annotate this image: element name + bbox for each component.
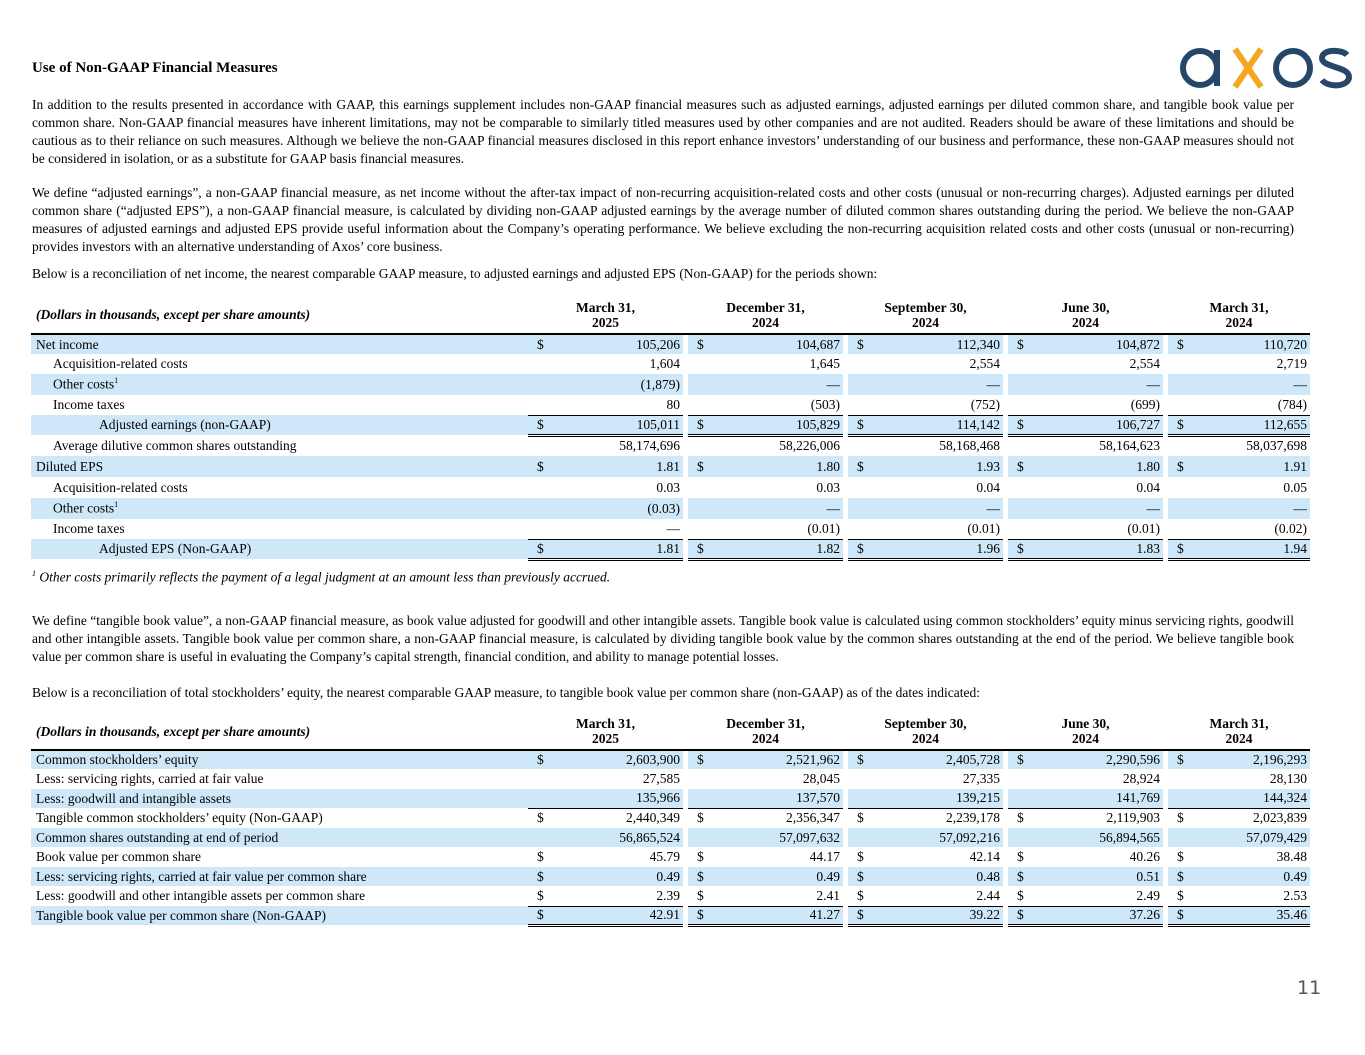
- currency-symbol: [1168, 435, 1196, 456]
- currency-symbol: $: [1008, 334, 1036, 354]
- column-header-date: March 31,: [1209, 300, 1269, 315]
- footnote-text: Other costs primarily reflects the payment of a legal judgment at an amount less than previously accrued.: [39, 569, 611, 585]
- column-header: [688, 714, 843, 750]
- row-label: Acquisition-related costs: [53, 479, 188, 495]
- currency-symbol: [688, 789, 716, 808]
- cell-value: 137,570: [716, 789, 843, 808]
- cell-value: 1,645: [809, 356, 840, 371]
- table-row: [31, 477, 1310, 498]
- currency-symbol: $: [1168, 906, 1196, 925]
- cell-value: 2.53: [1196, 886, 1310, 906]
- currency-symbol: [528, 519, 556, 539]
- row-label: Book value per common share: [36, 849, 201, 864]
- cell-value: —: [716, 498, 843, 519]
- cell-value: (0.01): [876, 519, 1003, 539]
- cell-value: 0.05: [1283, 479, 1308, 495]
- paragraph-tangible-book-value-definition: We define “tangible book value”, a non-GAAP financial measure, as book value adjusted for goodwill and other intangible assets. Tangible book value is calculated using common stockholders’ equity minus servicing rights, goodwill and other intangible assets. Tangible book value per common share, a non-GAAP financial measure, is calculated by dividing tangible book value by the common shares outstanding at the end of the period. We believe tangible book value per common share is useful in evaluating the Company’s capital strength, financial condition, and ability to manage potential losses.: [32, 613, 1294, 664]
- currency-symbol: $: [848, 539, 876, 559]
- cell-value: —: [876, 498, 1003, 519]
- cell-value: 58,174,696: [619, 438, 680, 454]
- currency-symbol: $: [1008, 867, 1036, 886]
- column-header-year: 2024: [912, 731, 939, 746]
- currency-symbol: [688, 374, 716, 395]
- row-label: Diluted EPS: [31, 456, 528, 477]
- column-header-date: June 30,: [1061, 300, 1110, 315]
- column-header-year: 2024: [1225, 315, 1253, 330]
- cell-value: 0.51: [1036, 867, 1163, 886]
- cell-value: 2,196,293: [1196, 750, 1310, 769]
- currency-symbol: [1008, 789, 1036, 808]
- cell-value: 112,340: [876, 334, 1003, 354]
- cell-value: 2,603,900: [556, 750, 683, 769]
- cell-value: 135,966: [556, 789, 683, 808]
- cell-value: 2.44: [876, 886, 1003, 906]
- table-row: [31, 906, 1310, 925]
- table-row: [31, 334, 1310, 354]
- currency-symbol: $: [1168, 539, 1196, 559]
- column-header: [1008, 714, 1163, 750]
- currency-symbol: [848, 769, 876, 789]
- currency-symbol: [688, 519, 716, 539]
- column-header-year: 2024: [1225, 731, 1253, 746]
- row-label: Acquisition-related costs: [53, 356, 188, 371]
- cell-value: 2,521,962: [716, 750, 843, 769]
- currency-symbol: $: [528, 906, 556, 925]
- currency-symbol: $: [688, 867, 716, 886]
- currency-symbol: [1168, 498, 1196, 519]
- currency-symbol: $: [528, 886, 556, 906]
- paragraph-reconciliation-intro: Below is a reconciliation of net income, the nearest comparable GAAP measure, to adjusted earnings and adjusted EPS (Non-GAAP) for the periods shown:: [32, 266, 878, 281]
- paragraph-non-gaap-intro: In addition to the results presented in accordance with GAAP, this earnings supplement includes non-GAAP financial measures such as adjusted earnings, adjusted earnings per diluted common share, and tangible book value per common share. Non-GAAP financial measures have inherent limitations, may not be comparable to similarly titled measures used by other companies and are not audited. Readers should be aware of these limitations and should be cautious as to their reliance on such measures. Although we believe the non-GAAP financial measures disclosed in this report enhance investors’ understanding of our business and performance, these non-GAAP measures should not be considered in isolation, or as a substitute for GAAP basis financial measures.: [32, 97, 1294, 166]
- cell-value: —: [876, 374, 1003, 395]
- table-row: [31, 769, 1310, 789]
- cell-value: 1.91: [1196, 456, 1310, 477]
- column-header: [848, 296, 1003, 334]
- page-number: 11: [1297, 977, 1322, 999]
- currency-symbol: $: [528, 415, 556, 435]
- table-row: [31, 847, 1310, 867]
- logo-letter-o: [1276, 51, 1310, 85]
- currency-symbol: [1008, 828, 1036, 847]
- currency-symbol: [528, 769, 556, 789]
- currency-symbol: $: [1008, 456, 1036, 477]
- row-label: Less: goodwill and intangible assets: [31, 789, 528, 808]
- cell-value: 2.49: [1036, 886, 1163, 906]
- cell-value: 35.46: [1196, 906, 1310, 925]
- cell-value: 105,011: [556, 415, 683, 435]
- cell-value: 1.94: [1196, 539, 1310, 559]
- row-label: Other costs$^1$: [31, 374, 528, 395]
- currency-symbol: [1168, 769, 1196, 789]
- adjusted-earnings-table: [31, 296, 1310, 561]
- currency-symbol: $: [848, 886, 876, 906]
- cell-value: 28,924: [1122, 771, 1161, 786]
- currency-symbol: $: [1168, 886, 1196, 906]
- currency-symbol: [688, 498, 716, 519]
- cell-value: 112,655: [1196, 415, 1310, 435]
- row-label: Common stockholders’ equity: [31, 750, 528, 769]
- currency-symbol: $: [1168, 415, 1196, 435]
- cell-value: 28,045: [802, 771, 840, 786]
- cell-value: —: [1196, 374, 1310, 395]
- footnote-marker: 1: [32, 569, 36, 578]
- currency-symbol: $: [1017, 849, 1024, 864]
- currency-symbol: [528, 477, 556, 498]
- cell-value: (752): [876, 395, 1003, 415]
- currency-symbol: $: [1008, 415, 1036, 435]
- cell-value: 0.04: [1136, 479, 1161, 495]
- currency-symbol: [528, 354, 556, 374]
- table-row: [31, 828, 1310, 847]
- row-label: Less: goodwill and other intangible assets per common share: [36, 888, 366, 903]
- cell-value: —: [556, 519, 683, 539]
- row-label: Tangible common stockholders’ equity (Non-GAAP): [36, 810, 323, 825]
- cell-value: 0.03: [656, 479, 680, 495]
- cell-value: 45.79: [649, 849, 680, 864]
- currency-symbol: [528, 828, 556, 847]
- currency-symbol: $: [528, 456, 556, 477]
- cell-value: 105,206: [556, 334, 683, 354]
- table-row: [31, 867, 1310, 886]
- table-row: [31, 808, 1310, 828]
- cell-value: 1.93: [876, 456, 1003, 477]
- column-header-date: June 30,: [1061, 716, 1110, 731]
- currency-symbol: $: [1168, 750, 1196, 769]
- footnote-reference: 1: [114, 376, 119, 386]
- currency-symbol: [1008, 498, 1036, 519]
- currency-symbol: $: [688, 334, 716, 354]
- currency-symbol: [688, 828, 716, 847]
- cell-value: 58,226,006: [779, 438, 840, 454]
- currency-symbol: $: [688, 456, 716, 477]
- currency-symbol: $: [528, 867, 556, 886]
- cell-value: 105,829: [716, 415, 843, 435]
- currency-symbol: $: [857, 849, 864, 864]
- cell-value: 57,097,632: [716, 828, 843, 847]
- cell-value: 58,168,468: [939, 438, 1000, 454]
- cell-value: (1,879): [556, 374, 683, 395]
- column-header: [848, 714, 1003, 750]
- cell-value: 1.82: [716, 539, 843, 559]
- column-header-date: September 30,: [884, 300, 967, 315]
- table-header-label: (Dollars in thousands, except per share amounts): [36, 723, 311, 739]
- row-label: Income taxes: [53, 397, 125, 412]
- table-row: [31, 456, 1310, 477]
- currency-symbol: $: [697, 849, 704, 864]
- column-header-year: 2024: [752, 731, 779, 746]
- currency-symbol: [1168, 395, 1196, 415]
- axos-logo: [1176, 40, 1354, 96]
- currency-symbol: [848, 828, 876, 847]
- row-label: Less: servicing rights, carried at fair value per common share: [31, 867, 528, 886]
- paragraph-tangible-reconciliation-intro: Below is a reconciliation of total stockholders’ equity, the nearest comparable GAAP measure, to tangible book value per common share (non-GAAP) as of the dates indicated:: [32, 685, 980, 700]
- currency-symbol: [1168, 519, 1196, 539]
- currency-symbol: $: [1008, 750, 1036, 769]
- column-header-year: 2025: [592, 731, 619, 746]
- cell-value: 104,872: [1036, 334, 1163, 354]
- currency-symbol: $: [1008, 539, 1036, 559]
- cell-value: (0.02): [1196, 519, 1310, 539]
- currency-symbol: [688, 477, 716, 498]
- currency-symbol: [1168, 789, 1196, 808]
- cell-value: 2,405,728: [876, 750, 1003, 769]
- currency-symbol: [528, 374, 556, 395]
- currency-symbol: $: [688, 886, 716, 906]
- currency-symbol: [1008, 477, 1036, 498]
- cell-value: 38.48: [1276, 849, 1308, 864]
- cell-value: (784): [1196, 395, 1310, 415]
- cell-value: 80: [556, 395, 683, 415]
- table-row: [31, 395, 1310, 415]
- cell-value: 1,604: [649, 356, 680, 371]
- cell-value: 139,215: [876, 789, 1003, 808]
- cell-value: 58,037,698: [1246, 438, 1308, 454]
- cell-value: 27,335: [962, 771, 1000, 786]
- cell-value: 0.49: [1196, 867, 1310, 886]
- currency-symbol: $: [1168, 456, 1196, 477]
- currency-symbol: [1168, 354, 1196, 374]
- cell-value: (0.01): [716, 519, 843, 539]
- footnote-reference: 1: [114, 500, 119, 510]
- currency-symbol: [848, 477, 876, 498]
- currency-symbol: [688, 395, 716, 415]
- column-header-year: 2024: [912, 315, 939, 330]
- cell-value: 2,119,903: [1106, 810, 1161, 826]
- currency-symbol: $: [688, 415, 716, 435]
- currency-symbol: [1008, 435, 1036, 456]
- table-row: [31, 354, 1310, 374]
- row-label: Adjusted EPS (Non-GAAP): [31, 539, 528, 559]
- row-label: Average dilutive common shares outstanding: [53, 437, 297, 453]
- currency-symbol: $: [848, 906, 876, 925]
- row-label: Net income: [31, 334, 528, 354]
- cell-value: 58,164,623: [1099, 438, 1161, 454]
- table-row: [31, 750, 1310, 769]
- row-label: Tangible book value per common share (Non-GAAP): [31, 906, 528, 925]
- cell-value: 42.14: [969, 849, 1000, 864]
- cell-value: (699): [1036, 395, 1163, 415]
- table-row: [31, 415, 1310, 435]
- cell-value: 2.39: [556, 886, 683, 906]
- table-row: [31, 539, 1310, 559]
- currency-symbol: $: [537, 849, 544, 864]
- table-row: [31, 498, 1310, 519]
- currency-symbol: [848, 519, 876, 539]
- column-header-year: 2024: [1072, 315, 1099, 330]
- cell-value: 56,865,524: [556, 828, 683, 847]
- column-header-date: March 31,: [576, 716, 635, 731]
- cell-value: 27,585: [642, 771, 680, 786]
- cell-value: 2,554: [1129, 356, 1161, 371]
- table-row: [31, 789, 1310, 808]
- cell-value: 1.83: [1036, 539, 1163, 559]
- currency-symbol: $: [1177, 849, 1184, 864]
- currency-symbol: $: [1008, 886, 1036, 906]
- currency-symbol: $: [537, 810, 544, 826]
- currency-symbol: [1008, 519, 1036, 539]
- currency-symbol: [848, 395, 876, 415]
- cell-value: 2,290,596: [1036, 750, 1163, 769]
- table-row: [31, 374, 1310, 395]
- cell-value: 114,142: [876, 415, 1003, 435]
- currency-symbol: [848, 789, 876, 808]
- cell-value: (503): [716, 395, 843, 415]
- cell-value: 110,720: [1196, 334, 1310, 354]
- currency-symbol: [528, 395, 556, 415]
- logo-letter-s: [1322, 51, 1349, 86]
- table-row: [31, 886, 1310, 906]
- cell-value: —: [716, 374, 843, 395]
- currency-symbol: [848, 498, 876, 519]
- row-label: Income taxes: [53, 521, 125, 536]
- column-header-date: September 30,: [884, 716, 967, 731]
- currency-symbol: [1008, 769, 1036, 789]
- currency-symbol: $: [848, 415, 876, 435]
- cell-value: 40.26: [1129, 849, 1161, 864]
- currency-symbol: [688, 769, 716, 789]
- cell-value: 57,092,216: [876, 828, 1003, 847]
- cell-value: 41.27: [716, 906, 843, 925]
- currency-symbol: [688, 435, 716, 456]
- currency-symbol: [528, 789, 556, 808]
- paragraph-adjusted-earnings-definition: We define “adjusted earnings”, a non-GAAP financial measure, as net income without the after-tax impact of non-recurring acquisition-related costs and other costs (unusual or non-recurring charges). Adjusted earnings per diluted common share (“adjusted EPS”), a non-GAAP financial measure, is calculated by dividing non-GAAP adjusted earnings by the average number of diluted common shares outstanding during the period. We believe the non-GAAP measures of adjusted earnings and adjusted EPS provide useful information about the Company’s operating performance. We believe excluding the non-recurring acquisition related costs and other costs (unusual or non-recurring) provides investors with an alternative understanding of Axos’ core business.: [32, 185, 1294, 254]
- cell-value: 0.48: [876, 867, 1003, 886]
- currency-symbol: $: [1017, 810, 1024, 826]
- cell-value: 1.80: [716, 456, 843, 477]
- currency-symbol: $: [848, 750, 876, 769]
- cell-value: 39.22: [876, 906, 1003, 925]
- section-heading: Use of Non-GAAP Financial Measures: [32, 60, 278, 76]
- cell-value: (0.03): [556, 498, 683, 519]
- cell-value: 42.91: [556, 906, 683, 925]
- cell-value: 2,440,349: [626, 810, 680, 826]
- column-header-date: March 31,: [576, 300, 635, 315]
- column-header-year: 2025: [592, 315, 619, 330]
- column-header: [1168, 714, 1310, 750]
- cell-value: 0.49: [716, 867, 843, 886]
- currency-symbol: $: [1008, 906, 1036, 925]
- cell-value: 0.49: [556, 867, 683, 886]
- currency-symbol: $: [688, 539, 716, 559]
- cell-value: 57,079,429: [1196, 828, 1310, 847]
- currency-symbol: $: [528, 334, 556, 354]
- cell-value: 2.41: [716, 886, 843, 906]
- cell-value: (0.01): [1036, 519, 1163, 539]
- currency-symbol: $: [688, 906, 716, 925]
- currency-symbol: $: [848, 334, 876, 354]
- cell-value: —: [1196, 498, 1310, 519]
- column-header: [1008, 296, 1163, 334]
- currency-symbol: $: [1168, 334, 1196, 354]
- currency-symbol: [1168, 828, 1196, 847]
- row-label: Less: servicing rights, carried at fair value: [36, 771, 264, 786]
- cell-value: 104,687: [716, 334, 843, 354]
- table-row: [31, 519, 1310, 539]
- column-header-date: December 31,: [726, 300, 805, 315]
- currency-symbol: [528, 498, 556, 519]
- cell-value: 1.81: [556, 456, 683, 477]
- currency-symbol: $: [1168, 867, 1196, 886]
- cell-value: 2,239,178: [946, 810, 1000, 826]
- cell-value: 144,324: [1196, 789, 1310, 808]
- currency-symbol: $: [1177, 810, 1184, 826]
- row-label: Common shares outstanding at end of period: [31, 828, 528, 847]
- column-header-date: December 31,: [726, 716, 805, 731]
- cell-value: 2,023,839: [1253, 810, 1308, 826]
- cell-value: 37.26: [1036, 906, 1163, 925]
- currency-symbol: [848, 354, 876, 374]
- cell-value: —: [1036, 498, 1163, 519]
- cell-value: 106,727: [1036, 415, 1163, 435]
- currency-symbol: [688, 354, 716, 374]
- currency-symbol: $: [528, 750, 556, 769]
- row-label: Other costs$^1$: [31, 498, 528, 519]
- currency-symbol: $: [848, 456, 876, 477]
- footnote: [32, 569, 610, 586]
- table-row: [31, 435, 1310, 456]
- cell-value: 44.17: [809, 849, 840, 864]
- cell-value: 0.04: [976, 479, 1000, 495]
- cell-value: 1.96: [876, 539, 1003, 559]
- currency-symbol: $: [528, 539, 556, 559]
- cell-value: —: [1036, 374, 1163, 395]
- cell-value: 2,554: [969, 356, 1000, 371]
- currency-symbol: [1008, 354, 1036, 374]
- currency-symbol: [1008, 395, 1036, 415]
- column-header: [528, 714, 683, 750]
- cell-value: 2,356,347: [786, 810, 840, 826]
- currency-symbol: [528, 435, 556, 456]
- cell-value: 0.03: [816, 479, 840, 495]
- tangible-book-value-table: [31, 714, 1310, 927]
- cell-value: 56,894,565: [1036, 828, 1163, 847]
- currency-symbol: $: [688, 750, 716, 769]
- logo-letter-a-bowl: [1183, 51, 1217, 85]
- cell-value: 1.81: [556, 539, 683, 559]
- cell-value: 141,769: [1036, 789, 1163, 808]
- currency-symbol: [848, 435, 876, 456]
- table-header-label: (Dollars in thousands, except per share amounts): [36, 306, 311, 322]
- row-label: Adjusted earnings (non-GAAP): [31, 415, 528, 435]
- cell-value: 1.80: [1036, 456, 1163, 477]
- column-header: [1168, 296, 1310, 334]
- cell-value: 2,719: [1276, 356, 1308, 371]
- currency-symbol: $: [848, 867, 876, 886]
- currency-symbol: [1168, 374, 1196, 395]
- currency-symbol: $: [697, 810, 704, 826]
- currency-symbol: [1008, 374, 1036, 395]
- currency-symbol: [1168, 477, 1196, 498]
- column-header-date: March 31,: [1209, 716, 1269, 731]
- currency-symbol: $: [857, 810, 864, 826]
- column-header-year: 2024: [752, 315, 779, 330]
- column-header: [688, 296, 843, 334]
- column-header-year: 2024: [1072, 731, 1099, 746]
- cell-value: 28,130: [1269, 771, 1308, 786]
- column-header: [528, 296, 683, 334]
- currency-symbol: [848, 374, 876, 395]
